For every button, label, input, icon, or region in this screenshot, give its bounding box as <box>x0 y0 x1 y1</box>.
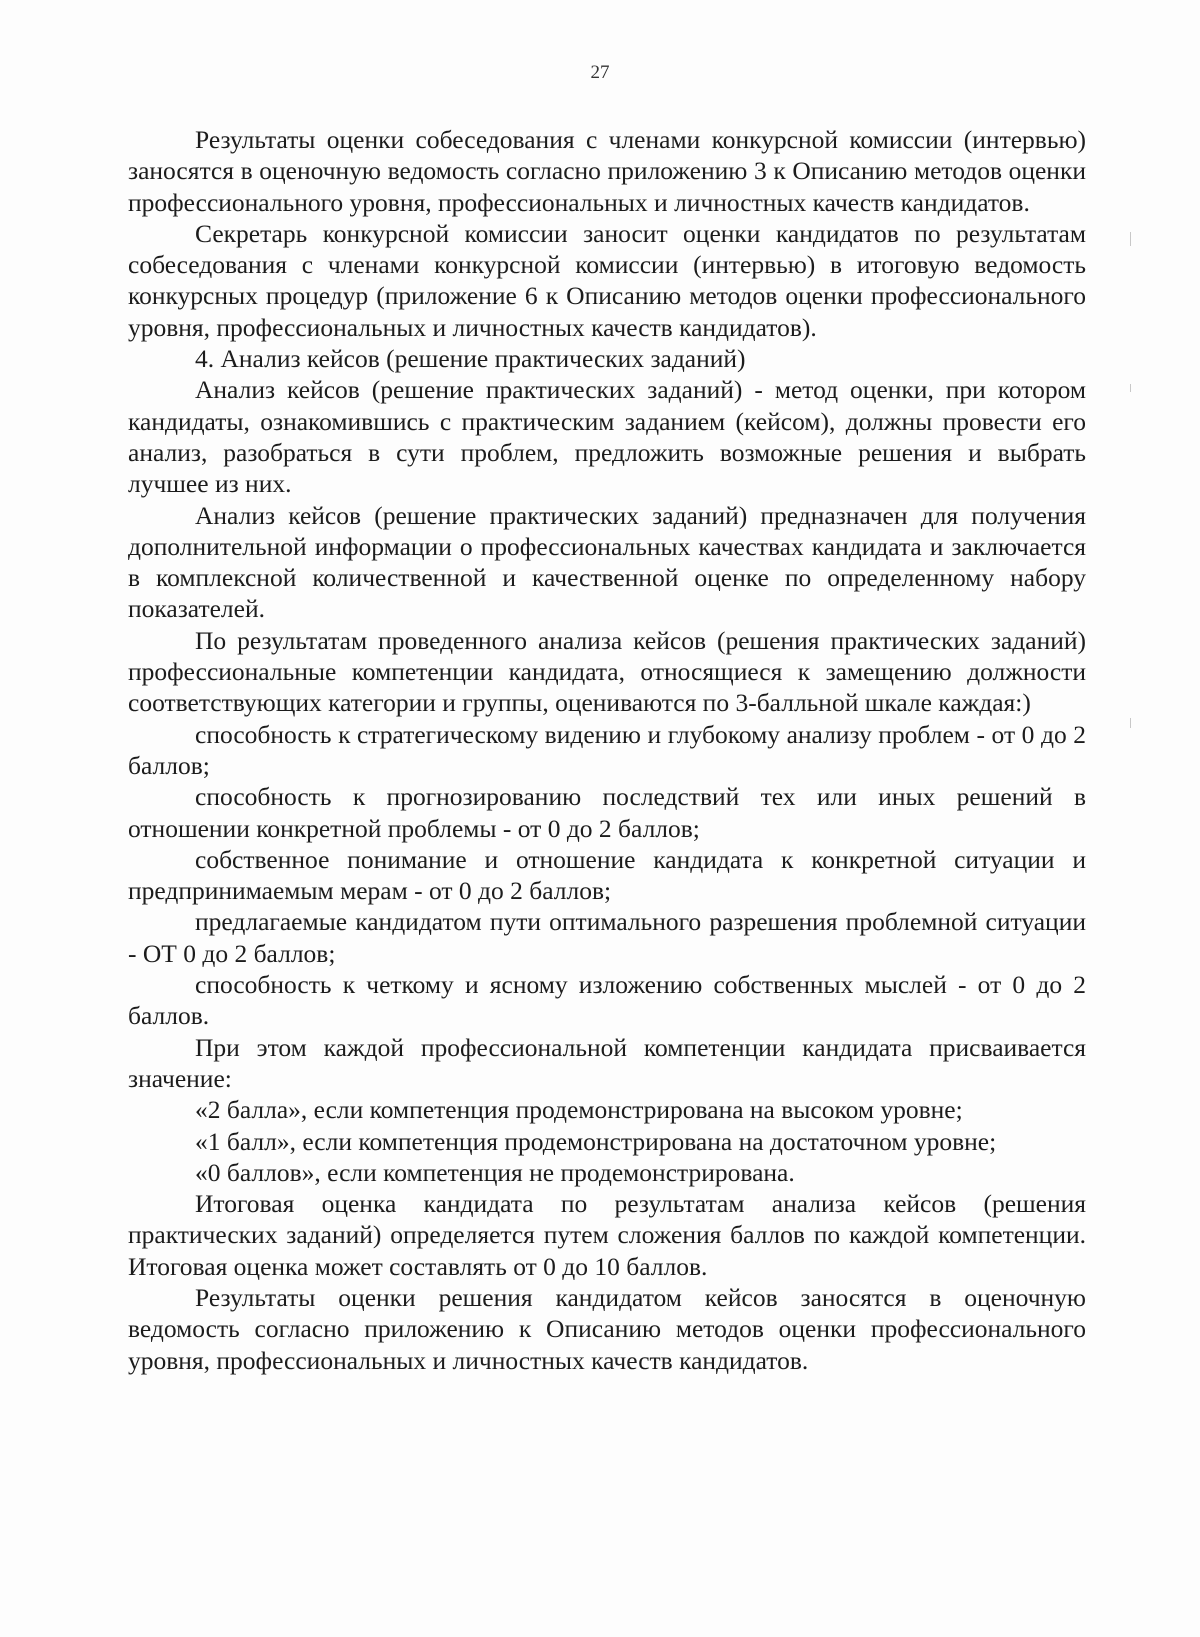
paragraph-final-score: Итоговая оценка кандидата по результатам анализа кейсов (решения практических заданий) определяется путем сложения баллов по каждой компетенции. Итоговая оценка может составлять от 0 до 10 баллов. <box>128 1189 1086 1281</box>
list-item-clear-expression: способность к четкому и ясному изложению собственных мыслей - от 0 до 2 баллов. <box>128 970 1086 1031</box>
paragraph-competency-scale: По результатам проведенного анализа кейсов (решения практических заданий) профессиональные компетенции кандидата, относящиеся к замещению должности соответствующих категории и группы, оцениваются по 3-балльной шкале каждая:) <box>128 625 1086 718</box>
list-item-resolution-paths: предлагаемые кандидатом пути оптимального разрешения проблемной ситуации - ОТ 0 до 2 баллов; <box>128 907 1086 968</box>
scan-artifact-mark <box>1130 718 1131 728</box>
scan-artifact-mark <box>1130 232 1131 246</box>
list-item-own-understanding: собственное понимание и отношение кандидата к конкретной ситуации и предпринимаемым мерам - от 0 до 2 баллов; <box>128 844 1086 906</box>
paragraph-interview-results: Результаты оценки собеседования с членами конкурсной комиссии (интервью) заносятся в оценочную ведомость согласно приложению 3 к Описанию методов оценки профессионального уровня, профессиональных и личностных качеств кандидатов. <box>128 125 1086 217</box>
list-item-score-0: «0 баллов», если компетенция не продемонстрирована. <box>195 1157 795 1187</box>
paragraph-case-analysis-purpose: Анализ кейсов (решение практических заданий) предназначен для получения дополнительной информации о профессиональных качествах кандидата и заключается в комплексной количественной и качественной оценке по определенному набору показателей. <box>128 500 1086 624</box>
paragraph-case-results-record: Результаты оценки решения кандидатом кейсов заносятся в оценочную ведомость согласно приложению к Описанию методов оценки профессионального уровня, профессиональных и личностных качеств кандидатов. <box>128 1282 1086 1375</box>
list-item-strategic-vision: способность к стратегическому видению и глубокому анализу проблем - от 0 до 2 баллов; <box>128 719 1086 780</box>
paragraph-secretary-records: Секретарь конкурсной комиссии заносит оценки кандидатов по результатам собеседования с членами конкурсной комиссии (интервью) в итоговую ведомость конкурсных процедур (приложение 6 к Описанию методов оценки профессионального уровня, профессиональных и личностных качеств кандидатов). <box>128 218 1086 342</box>
paragraph-case-analysis-definition: Анализ кейсов (решение практических заданий) - метод оценки, при котором кандидаты, ознакомившись с практическим заданием (кейсом), должны провести его анализ, разобраться в сути проблем, предложить возможные решения и выбрать лучшее из них. <box>128 375 1086 499</box>
list-item-score-1: «1 балл», если компетенция продемонстрирована на достаточном уровне; <box>195 1126 997 1156</box>
list-item-score-2: «2 балла», если компетенция продемонстрирована на высоком уровне; <box>195 1095 963 1125</box>
document-body <box>128 124 1086 1376</box>
paragraph-value-assignment: При этом каждой профессиональной компетенции кандидата присваивается значение: <box>128 1032 1086 1093</box>
scan-artifact-mark <box>1130 384 1131 392</box>
list-item-forecasting: способность к прогнозированию последствий тех или иных решений в отношении конкретной проблемы - от 0 до 2 баллов; <box>128 782 1086 843</box>
section-heading-case-analysis: 4. Анализ кейсов (решение практических заданий) <box>195 344 746 374</box>
page-number: 27 <box>590 62 610 83</box>
